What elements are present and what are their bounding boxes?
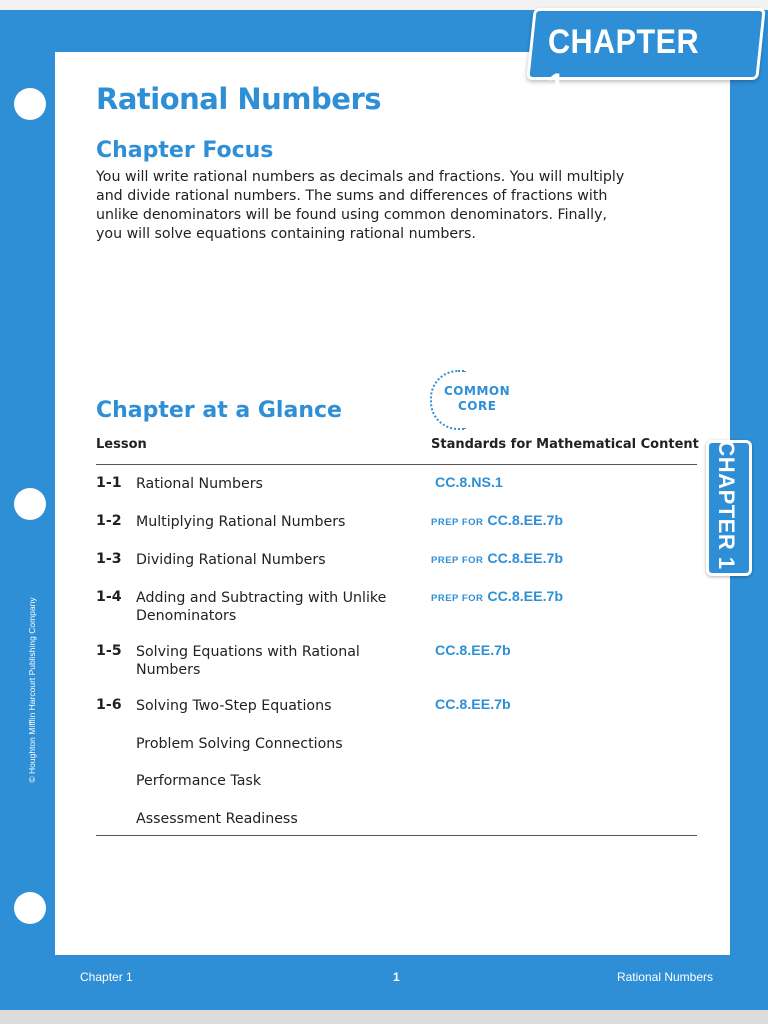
footer-chapter: Chapter 1 <box>80 970 133 984</box>
lesson-standard <box>431 513 563 529</box>
page-number: 1 <box>393 970 400 984</box>
common-core-badge <box>428 370 514 426</box>
page-title: Rational Numbers <box>96 82 382 116</box>
lesson-name: Dividing Rational Numbers <box>136 552 326 568</box>
table-top-rule <box>96 464 697 465</box>
punch-hole-bottom <box>14 892 46 924</box>
standards-column-header: Standards for Mathematical Content <box>431 437 699 452</box>
lesson-number: 1-5 <box>96 643 122 659</box>
lesson-number: 1-6 <box>96 697 122 713</box>
lesson-name: Rational Numbers <box>136 476 263 492</box>
lesson-standard <box>431 643 511 659</box>
lesson-name: Performance Task <box>136 773 262 789</box>
footer-title: Rational Numbers <box>616 970 713 984</box>
punch-hole-middle <box>14 488 46 520</box>
common-core-line2: CORE <box>458 399 497 413</box>
lesson-name: Problem Solving Connections <box>136 736 343 752</box>
chapter-tab-label: CHAPTER 1 <box>548 23 700 105</box>
lesson-number: 1-2 <box>96 513 122 529</box>
standard-code: CC.8.EE.7b <box>435 697 511 713</box>
lesson-standard <box>431 475 503 491</box>
lesson-column-header: Lesson <box>96 437 147 452</box>
side-chapter-tab-label: CHAPTER 1 <box>714 440 739 570</box>
lesson-name: Adding and Subtracting with Unlike Denominators <box>136 590 387 624</box>
prep-for-label: PREP FOR <box>431 517 484 528</box>
chapter-focus-heading: Chapter Focus <box>96 138 274 163</box>
standard-code: CC.8.EE.7b <box>487 513 564 529</box>
lesson-standard <box>431 697 511 713</box>
prep-for-label: PREP FOR <box>431 555 484 566</box>
lesson-number: 1-4 <box>96 589 122 605</box>
common-core-line1: COMMON <box>444 384 511 398</box>
lesson-standard <box>431 551 563 567</box>
lesson-name: Assessment Readiness <box>136 811 298 827</box>
table-bottom-rule <box>96 835 697 836</box>
chapter-focus-text: You will write rational numbers as decimals and fractions. You will multiply and divide rational numbers. The sums and differences of fractions with unlike denominators will be found using common denominators. Finally, you will solve equations containing rational numbers. <box>96 169 625 242</box>
prep-for-label: PREP FOR <box>431 593 484 604</box>
copyright-notice: © Houghton Mifflin Harcourt Publishing Company <box>27 597 37 783</box>
lesson-standard <box>431 589 563 605</box>
standard-code: CC.8.NS.1 <box>435 475 503 491</box>
standard-code: CC.8.EE.7b <box>487 589 564 605</box>
lesson-number: 1-3 <box>96 551 122 567</box>
lesson-name: Multiplying Rational Numbers <box>136 514 346 530</box>
standard-code: CC.8.EE.7b <box>487 551 564 567</box>
punch-hole-top <box>14 88 46 120</box>
lesson-number: 1-1 <box>96 475 122 491</box>
lesson-name: Solving Equations with Rational Numbers <box>136 644 360 678</box>
lesson-name: Solving Two-Step Equations <box>136 698 332 714</box>
chapter-at-a-glance-heading: Chapter at a Glance <box>96 398 342 423</box>
paper-edge-bottom <box>0 1010 768 1024</box>
standard-code: CC.8.EE.7b <box>435 643 511 659</box>
